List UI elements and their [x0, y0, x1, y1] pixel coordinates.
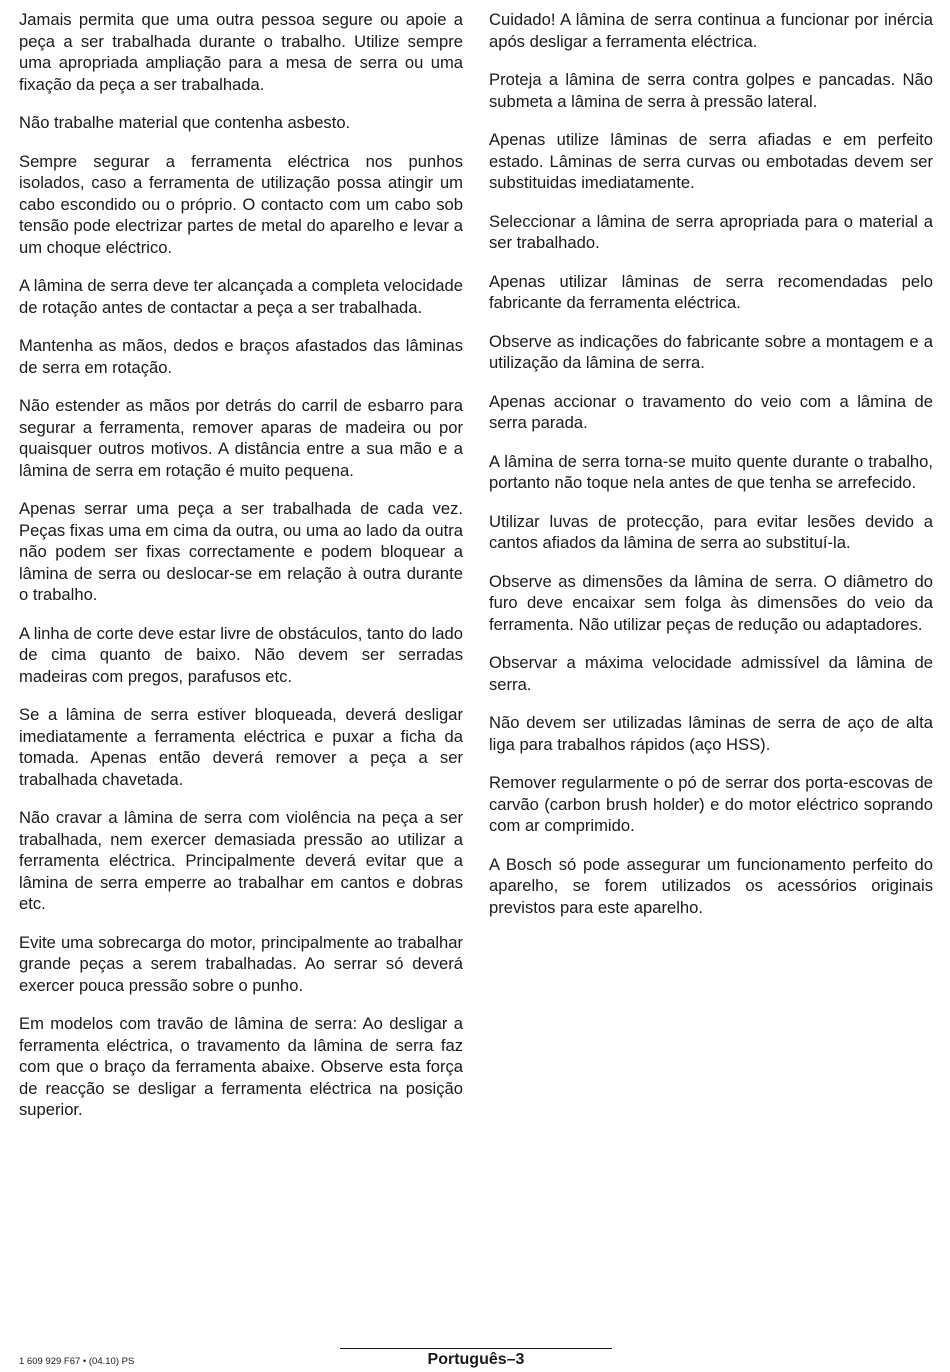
- paragraph: Remover regularmente o pó de serrar dos porta-escovas de carvão (carbon brush holder) e do motor eléctrico soprando com ar comprimido.: [489, 773, 933, 835]
- paragraph: Proteja a lâmina de serra contra golpes e pancadas. Não submeta a lâmina de serra à pressão lateral.: [489, 70, 933, 111]
- page-label: Português–3: [427, 1351, 525, 1368]
- paragraph: A Bosch só pode assegurar um funcionamento perfeito do aparelho, se forem utilizados os acessórios originais previstos para este aparelho.: [489, 854, 933, 917]
- paragraph: Não cravar a lâmina de serra com violência na peça a ser trabalhada, nem exercer demasiada pressão ao utilizar a ferramenta eléctrica. Principalmente deverá evitar que a lâmina de serra emperre ao trabalhar em cantos e dobras etc.: [19, 808, 463, 913]
- paragraph: A linha de corte deve estar livre de obstáculos, tanto do lado de cima quanto de baixo. Não devem ser serradas madeiras com pregos, parafusos etc.: [19, 623, 463, 686]
- paragraph: Não devem ser utilizadas lâminas de serra de aço de alta liga para trabalhos rápidos (aço HSS).: [489, 713, 933, 754]
- paragraph: Não estender as mãos por detrás do carril de esbarro para segurar a ferramenta, remover aparas de madeira ou por quaisquer outros motivos. A distância entre a sua mão e a lâmina de serra em rotação é muito pequena.: [19, 396, 463, 480]
- paragraph: Apenas utilizar lâminas de serra recomendadas pelo fabricante da ferramenta eléctrica.: [489, 271, 933, 312]
- paragraph: Mantenha as mãos, dedos e braços afastados das lâminas de serra em rotação.: [19, 336, 463, 377]
- paragraph: Apenas utilize lâminas de serra afiadas e em perfeito estado. Lâminas de serra curvas ou embotadas devem ser substituidas imediatamente.: [489, 130, 933, 192]
- paragraph: Apenas accionar o travamento do veio com a lâmina de serra parada.: [489, 391, 933, 432]
- paragraph: Apenas serrar uma peça a ser trabalhada de cada vez. Peças fixas uma em cima da outra, ou uma ao lado da outra não podem ser fixas correctamente e podem bloquear a lâmina de serra ou deslocar-se em relação à outra durante o trabalho.: [19, 499, 463, 604]
- paragraph: Em modelos com travão de lâmina de serra: Ao desligar a ferramenta eléctrica, o travamento da lâmina de serra faz com que o braço da ferramenta abaixe. Observe esta força de reacção se desligar a ferramenta eléctrica na posição superior.: [19, 1014, 463, 1119]
- paragraph: Jamais permita que uma outra pessoa segure ou apoie a peça a ser trabalhada durante o trabalho. Utilize sempre uma apropriada ampliação para a mesa de serra ou uma fixação da peça a ser trabalhada.: [19, 10, 463, 94]
- left-column: [19, 9, 463, 1138]
- paragraph: Seleccionar a lâmina de serra apropriada para o material a ser trabalhado.: [489, 211, 933, 252]
- paragraph: A lâmina de serra deve ter alcançada a completa velocidade de rotação antes de contactar a peça a ser trabalhada.: [19, 276, 463, 317]
- paragraph: Observe as dimensões da lâmina de serra. O diâmetro do furo deve encaixar sem folga às dimensões do veio da ferramenta. Não utilizar peças de redução ou adaptadores.: [489, 571, 933, 634]
- paragraph: Observar a máxima velocidade admissível da lâmina de serra.: [489, 653, 933, 694]
- paragraph: Evite uma sobrecarga do motor, principalmente ao trabalhar grande peças a serem trabalhadas. Ao serrar só deverá exercer pouca pressão sobre o punho.: [19, 932, 463, 995]
- footer-divider: [340, 1348, 612, 1349]
- paragraph: Observe as indicações do fabricante sobre a montagem e a utilização da lâmina de serra.: [489, 331, 933, 372]
- paragraph: Se a lâmina de serra estiver bloqueada, deverá desligar imediatamente a ferramenta eléctrica e puxar a ficha da tomada. Apenas então deverá remover a peça a ser trabalhada chavetada.: [19, 705, 463, 789]
- right-column: [489, 9, 933, 935]
- paragraph: Sempre segurar a ferramenta eléctrica nos punhos isolados, caso a ferramenta de utilização possa atingir um cabo escondido ou o próprio. O contacto com um cabo sob tensão pode electrizar partes de metal do aparelho e levar a um choque eléctrico.: [19, 151, 463, 257]
- paragraph: Cuidado! A lâmina de serra continua a funcionar por inércia após desligar a ferramenta eléctrica.: [489, 10, 933, 51]
- document-code: 1 609 929 F67 • (04.10) PS: [19, 1356, 135, 1367]
- paragraph: A lâmina de serra torna-se muito quente durante o trabalho, portanto não toque nela antes de que tenha se arrefecido.: [489, 451, 933, 492]
- paragraph: Não trabalhe material que contenha asbesto.: [19, 113, 351, 132]
- paragraph: Utilizar luvas de protecção, para evitar lesões devido a cantos afiados da lâmina de serra ao substituí-la.: [489, 511, 933, 552]
